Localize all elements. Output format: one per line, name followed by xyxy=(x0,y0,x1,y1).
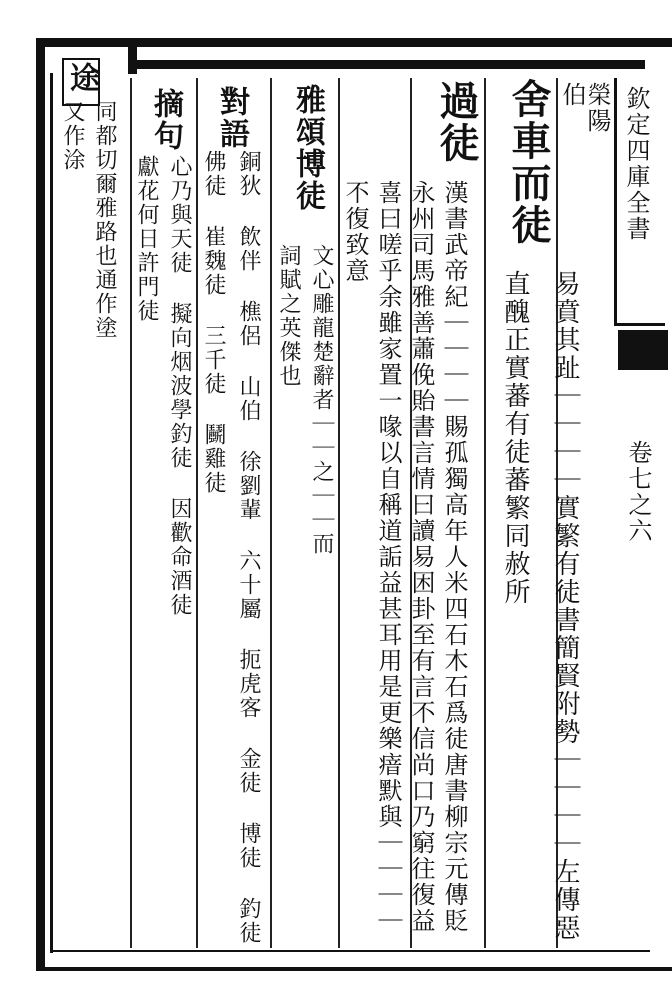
col7-text: 同都切爾雅路也通作塗又作涂 xyxy=(60,100,117,340)
inner-bottom-rule xyxy=(50,950,650,952)
col4-text: 文心雕龍楚辭者｜｜之｜｜而詞賦之英傑也 xyxy=(276,244,334,556)
margin-heading: 欽定四庫全書 xyxy=(622,86,650,242)
header-step xyxy=(135,60,645,81)
col6-head: 摘句 xyxy=(148,88,183,152)
col3-head: 過徒 xyxy=(433,80,480,164)
col2-text: 易賁其趾｜｜｜｜實繁有徒書簡賢附勢｜｜｜｜左傳惡直醜正實蕃有徒蕃繁同赦所 xyxy=(500,270,580,942)
col6-text: 心乃與天徒 擬向烟波學釣徒 因歡命酒徒 獻花何日許門徒 xyxy=(134,155,192,617)
col2-head: 舍車而徒 xyxy=(505,78,552,246)
margin-fishtail xyxy=(618,330,668,370)
col4-head: 雅頌博徒 xyxy=(290,84,325,212)
inner-left-rule xyxy=(50,73,53,953)
col5-head: 對語 xyxy=(214,86,249,150)
col3-text: 漢書武帝紀｜｜｜｜賜孤獨高年人米四石木石爲徒唐書柳宗元傳貶永州司馬雅善蕭俛貽書言情曰讀易困卦至有言不信尚口乃窮往復益喜曰嗟乎余雖家置一喙以自稱道詬益甚耳用是更樂瘖默與｜｜｜｜不復致意 xyxy=(341,180,468,934)
col7-head: 途 xyxy=(62,58,100,106)
col5-text: 銅狄 飲伴 樵侶 山伯 徐劉輩 六十屬 扼虎客 金徒 博徒 釣徒 佛徒 崔魏徒 三千徒 鬭雞徒 xyxy=(201,150,261,945)
col1-text: 伯 xyxy=(558,82,586,108)
col1-head: 榮陽 xyxy=(583,82,611,134)
volume-label: 卷七之六 xyxy=(624,440,652,544)
column-divider xyxy=(484,78,486,948)
